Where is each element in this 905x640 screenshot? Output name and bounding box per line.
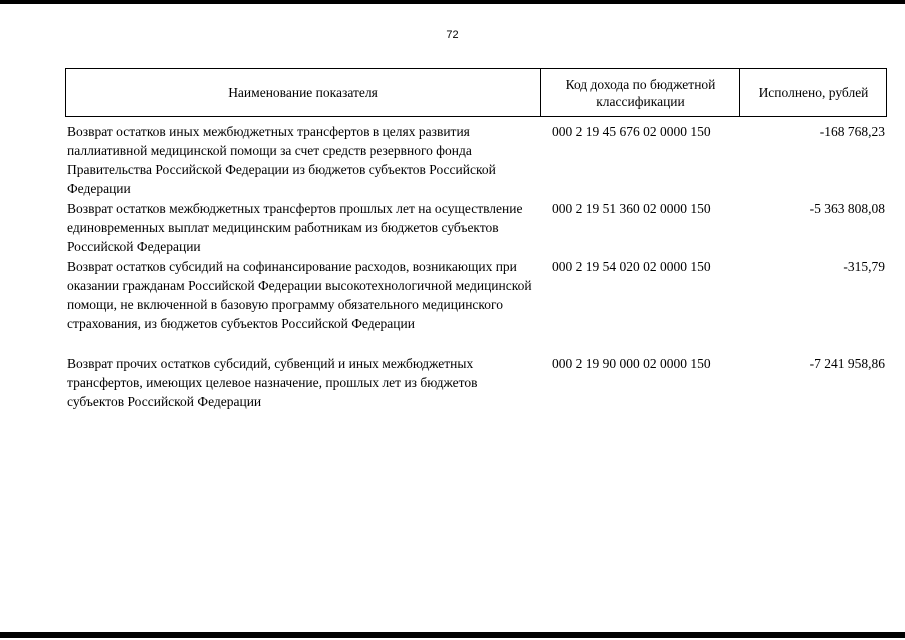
- row-executed-amount: -7 241 958,86: [809, 356, 885, 371]
- page-number: 72: [446, 29, 459, 41]
- row-executed-amount: -5 363 808,08: [809, 201, 885, 216]
- header-income-code: Код дохода по бюджетной классификации: [540, 69, 740, 116]
- header-indicator-name: Наименование показателя: [228, 85, 378, 100]
- row-income-code: 000 2 19 54 020 02 0000 150: [552, 259, 711, 274]
- row-indicator-name: Возврат остатков межбюджетных трансфертов прошлых лет на осуществление единовременных выплат медицинским работникам из бюджетов субъектов Российской Федерации: [67, 201, 523, 254]
- header-executed-amount: Исполнено, рублей: [739, 69, 887, 116]
- row-indicator-name: Возврат остатков иных межбюджетных трансфертов в целях развития паллиативной медицинской помощи за счет средств резервного фонда Правительства Российской Федерации из бюджетов субъектов Российской Федерации: [67, 124, 496, 196]
- row-indicator-name: Возврат прочих остатков субсидий, субвенций и иных межбюджетных трансфертов, имеющих целевое назначение, прошлых лет из бюджетов субъектов Российской Федерации: [67, 356, 478, 409]
- row-indicator-name: Возврат остатков субсидий на софинансирование расходов, возникающих при оказании гражданам Российской Федерации высокотехнологичной медицинской помощи, не включенной в базовую программу обязательного медицинского страхования, из бюджетов субъектов Российской Федерации: [67, 259, 532, 331]
- bottom-border: [0, 632, 905, 638]
- row-income-code: 000 2 19 90 000 02 0000 150: [552, 356, 711, 371]
- row-executed-amount: -315,79: [843, 259, 885, 274]
- row-income-code: 000 2 19 45 676 02 0000 150: [552, 124, 711, 139]
- top-border: [0, 0, 905, 4]
- row-executed-amount: -168 768,23: [819, 124, 885, 139]
- table-header: [65, 68, 887, 117]
- row-income-code: 000 2 19 51 360 02 0000 150: [552, 201, 711, 216]
